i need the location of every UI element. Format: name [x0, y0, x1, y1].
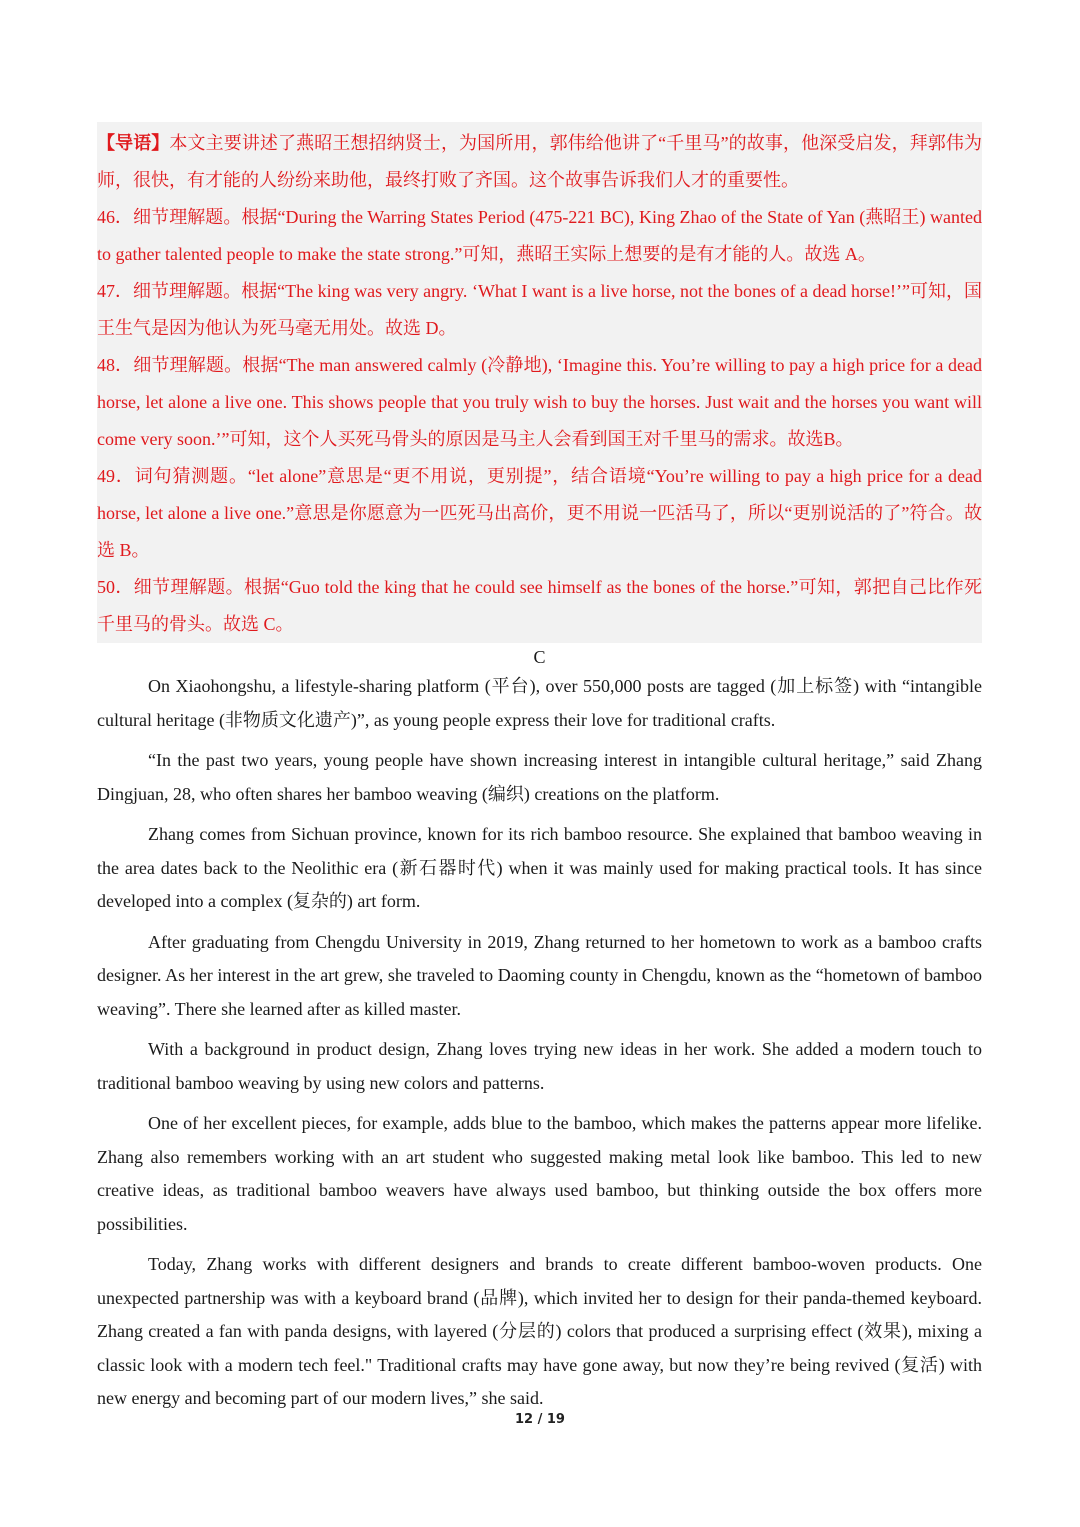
page-number: 12 / 19 — [515, 1412, 565, 1427]
passage-paragraph: On Xiaohongshu, a lifestyle-sharing platform (平台), over 550,000 posts are tagged (加上标签) with “intangible cultural heritage (非物质文化遗产)”, as young people express their love for traditional crafts. — [97, 676, 982, 730]
answer-item-49: 49．词句猜测题。“let alone”意思是“更不用说，更别提”，结合语境“You’re willing to pay a high price for a dead horse, let alone a live one.”意思是你愿意为一匹死马出高价，更不用说一匹活马了，所以“更别说活的了”符合。故选 B。 — [97, 466, 982, 560]
passage-paragraph: After graduating from Chengdu University in 2019, Zhang returned to her hometown to work as a bamboo crafts designer. As her interest in the art grew, she traveled to Daoming county in Chengdu, known as the “hometown of bamboo weaving”. There she learned after as killed master. — [97, 931, 982, 1019]
answer-item-50: 50．细节理解题。根据“Guo told the king that he could see himself as the bones of the horse.”可知，郭把自己比作死千里马的骨头。故选 C。 — [97, 577, 982, 634]
passage-paragraph: With a background in product design, Zhang loves trying new ideas in her work. She added a modern touch to traditional bamboo weaving by using new colors and patterns. — [97, 1039, 982, 1093]
answer-item-47: 47．细节理解题。根据“The king was very angry. ‘What I want is a live horse, not the bones of a dead horse!’”可知，国王生气是因为他认为死马毫无用处。故选 D。 — [97, 281, 982, 338]
document-page — [97, 122, 982, 1423]
passage-paragraph: “In the past two years, young people have shown increasing interest in intangible cultural heritage,” said Zhang Dingjuan, 28, who often shares her bamboo weaving (编织) creations on the platform. — [97, 750, 982, 804]
answer-explanation-box — [97, 122, 982, 643]
passage-paragraph: Zhang comes from Sichuan province, known for its rich bamboo resource. She explained that bamboo weaving in the area dates back to the Neolithic era (新石器时代) when it was mainly used for making practical tools. It has since developed into a complex (复杂的) art form. — [97, 824, 982, 911]
passage-paragraph: Today, Zhang works with different designers and brands to create different bamboo-woven products. One unexpected partnership was with a keyboard brand (品牌), which invited her to design for their panda-themed keyboard. Zhang created a fan with panda designs, with layered (分层的) colors that produced a surprising effect (效果), mixing a classic look with a modern tech feel." Traditional crafts may have gone away, but now they’re being revived (复活) with new energy and becoming part of our modern lives,” she said. — [97, 1254, 982, 1408]
section-heading: C — [533, 647, 546, 667]
passage-paragraph: One of her excellent pieces, for example, adds blue to the bamboo, which makes the patterns appear more lifelike. Zhang also remembers working with an art student who suggested making metal look like bamboo. This led to new creative ideas, as traditional bamboo weavers have always used bamboo, but thinking outside the box offers more possibilities. — [97, 1113, 982, 1234]
intro-paragraph — [97, 125, 982, 199]
intro-label: 【导语】 — [97, 133, 170, 153]
answer-item-46: 46．细节理解题。根据“During the Warring States Period (475-221 BC), King Zhao of the State of Yan (燕昭王) wanted to gather talented people to make the state strong.”可知，燕昭王实际上想要的是有才能的人。故选 A。 — [97, 207, 982, 264]
answer-item-48: 48．细节理解题。根据“The man answered calmly (冷静地), ‘Imagine this. You’re willing to pay a high price for a dead horse, let alone a live one. This shows people that you truly wish to buy the horses. Just wait and the horses you want will come very soon.’”可知，这个人买死马骨头的原因是马主人会看到国王对千里马的需求。故选B。 — [97, 355, 982, 449]
intro-text: 本文主要讲述了燕昭王想招纳贤士，为国所用，郭伟给他讲了“千里马”的故事，他深受启发，拜郭伟为师，很快，有才能的人纷纷来助他，最终打败了齐国。这个故事告诉我们人才的重要性。 — [97, 133, 983, 190]
reading-passage — [97, 670, 982, 1416]
